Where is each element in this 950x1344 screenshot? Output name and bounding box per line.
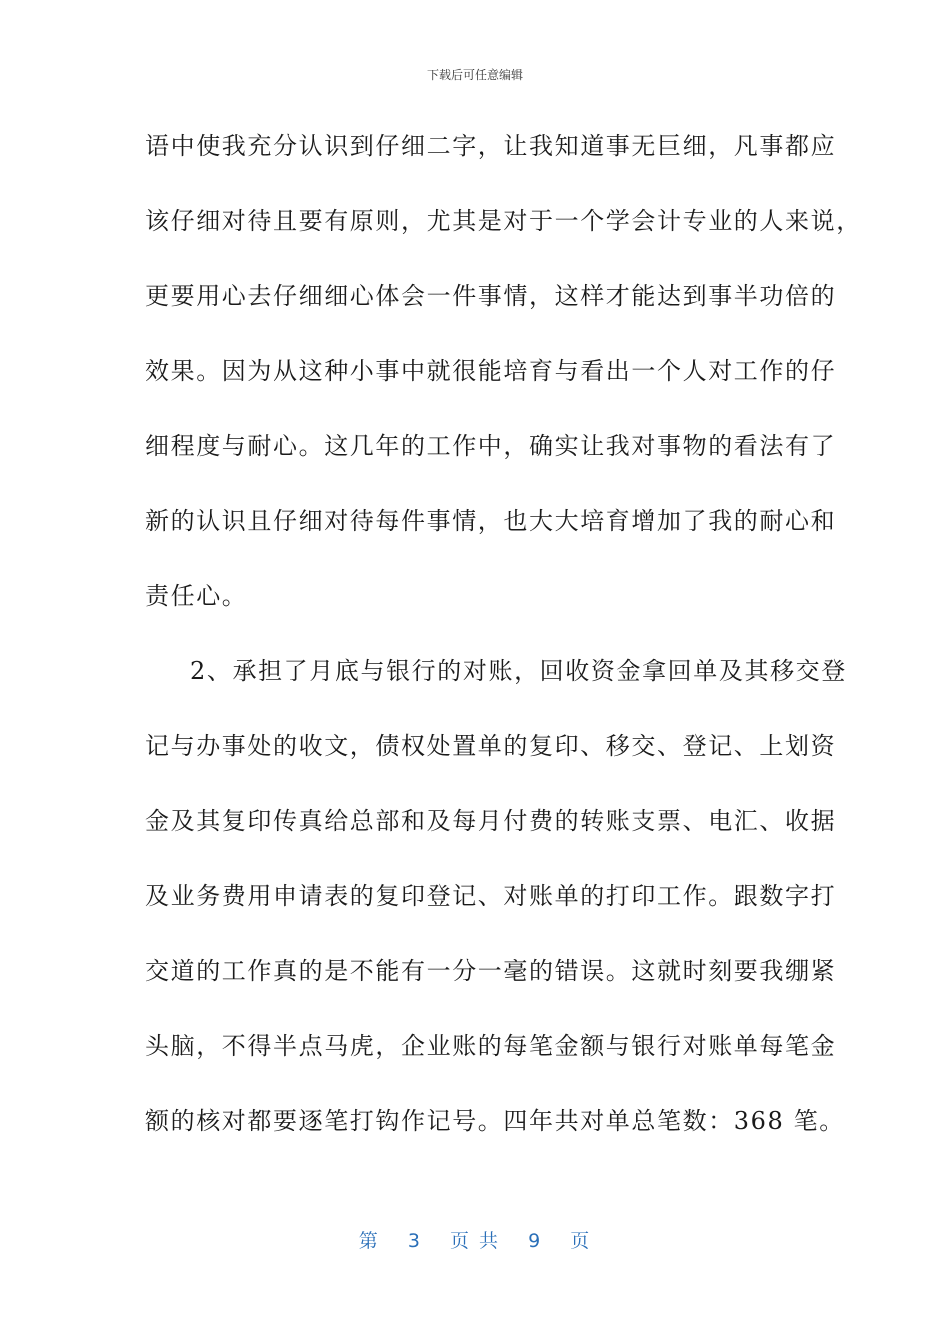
page-label-prefix: 第 — [358, 1230, 380, 1252]
body-line-2: 该仔细对待且要有原则，尤其是对于一个学会计专业的人来说， — [145, 207, 862, 235]
body-line-13: 头脑，不得半点马虎，企业账的每笔金额与银行对账单每笔金 — [145, 1032, 837, 1060]
body-line-4: 效果。因为从这种小事中就很能培育与看出一个人对工作的仔 — [145, 357, 837, 385]
current-page-number: 3 — [407, 1230, 422, 1252]
body-line-7: 责任心。 — [145, 582, 248, 610]
page-label-suffix: 页 — [570, 1230, 592, 1252]
body-line-1: 语中使我充分认识到仔细二字，让我知道事无巨细，凡事都应 — [145, 132, 837, 160]
total-pages-number: 9 — [528, 1230, 543, 1252]
body-line-8: 2、承担了月底与银行的对账，回收资金拿回单及其移交登 — [190, 657, 847, 685]
body-line-6: 新的认识且仔细对待每件事情，也大大培育增加了我的耐心和 — [145, 507, 837, 535]
body-line-10: 金及其复印传真给总部和及每月付费的转账支票、电汇、收据 — [145, 807, 837, 835]
page-header: 下载后可任意编辑 — [426, 68, 523, 82]
page-label-mid: 页 共 — [449, 1230, 501, 1252]
body-line-5: 细程度与耐心。这几年的工作中，确实让我对事物的看法有了 — [145, 432, 837, 460]
body-line-14: 额的核对都要逐笔打钩作记号。四年共对单总笔数：368 笔。 — [145, 1107, 845, 1135]
body-line-11: 及业务费用申请表的复印登记、对账单的打印工作。跟数字打 — [145, 882, 837, 910]
body-line-9: 记与办事处的收文，债权处置单的复印、移交、登记、上划资 — [145, 732, 837, 760]
body-line-12: 交道的工作真的是不能有一分一毫的错误。这就时刻要我绷紧 — [145, 957, 837, 985]
body-line-3: 更要用心去仔细细心体会一件事情，这样才能达到事半功倍的 — [145, 282, 837, 310]
page-footer — [0, 1226, 950, 1253]
